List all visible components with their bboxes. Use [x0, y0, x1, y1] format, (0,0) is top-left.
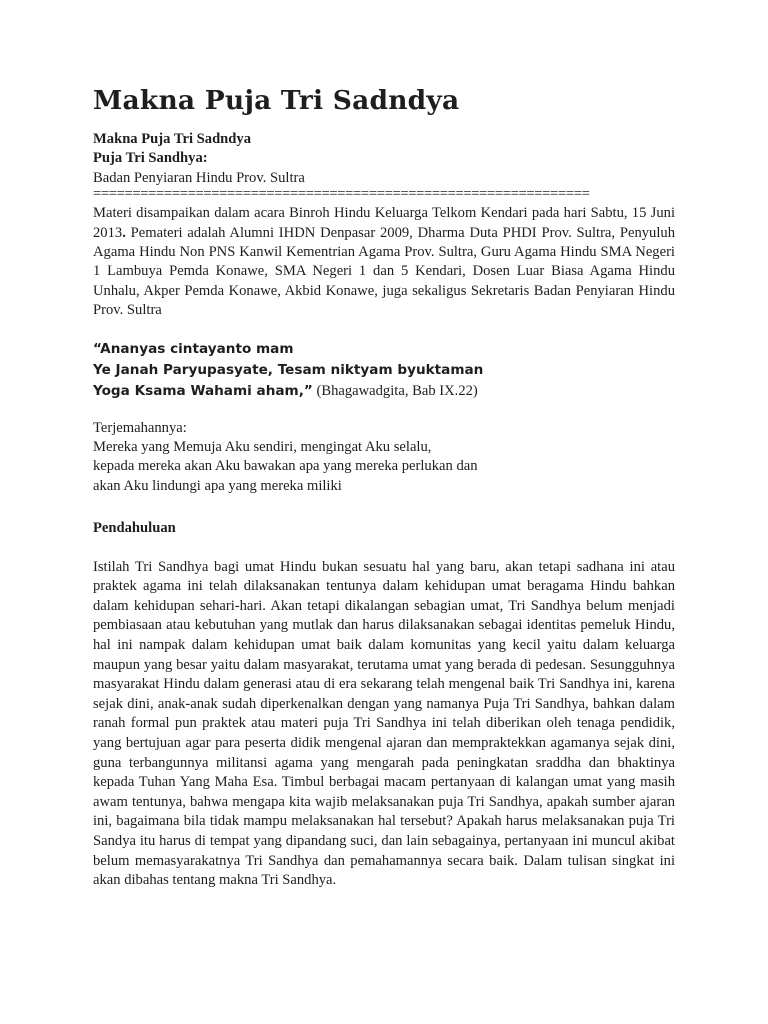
- verse-line-3-text: Yoga Ksama Wahami aham,”: [93, 382, 313, 399]
- verse-block: [93, 339, 675, 402]
- subtitle: Makna Puja Tri Sadndya: [93, 131, 252, 147]
- separator-line: ===============================================================: [93, 188, 590, 203]
- puja-label: Puja Tri Sandhya:: [93, 150, 208, 167]
- translation-heading: Terjemahannya:: [93, 419, 187, 436]
- document-page: [93, 84, 675, 905]
- section-heading: Pendahuluan: [93, 520, 176, 537]
- publisher: Badan Penyiaran Hindu Prov. Sultra: [93, 169, 305, 186]
- verse-line-1: “Ananyas cintayanto mam: [93, 340, 294, 357]
- intro-text-2: Pemateri adalah Alumni IHDN Denpasar 2009, Dharma Duta PHDI Prov. Sultra, Penyuluh Agama Hindu Non PNS Kanwil Kementrian Agama Prov. Sultra, Guru Agama Hindu SMA Negeri 1 Lambuya Pemda Konawe, SMA Negeri 1 dan 5 Kendari, Dosen Luar Biasa Agama Hindu Unhalu, Akper Pemda Konawe, Akbid Konawe, juga sekaligus Sekretaris Badan Penyiaran Hindu Prov. Sultra: [93, 224, 675, 319]
- verse-line-2: Ye Janah Paryupasyate, Tesam niktyam byuktaman: [93, 361, 484, 378]
- verse-line-3: [93, 381, 675, 402]
- verse-source: (Bhagawadgita, Bab IX.22): [312, 382, 478, 399]
- document-title: Makna Puja Tri Sadndya: [93, 85, 460, 116]
- translation-block: [93, 419, 675, 497]
- translation-line: kepada mereka akan Aku bawakan apa yang mereka perlukan dan: [93, 458, 478, 475]
- translation-line: akan Aku lindungi apa yang mereka miliki: [93, 477, 342, 494]
- intro-text-1: Materi disampaikan dalam acara Binroh Hindu Keluarga Telkom Kendari pada hari Sabtu, 15 Juni 2013: [93, 205, 675, 241]
- intro-paragraph: [93, 204, 675, 320]
- body-paragraph: Istilah Tri Sandhya bagi umat Hindu bukan sesuatu hal yang baru, akan tetapi sadhana ini atau praktek agama ini telah dilaksanakan tentunya dalam kehidupan umat beragama Hindu bahkan dalam kehidupan sehari-hari. Akan tetapi dikalangan sebagian umat, Tri Sandhya belum menjadi pembiasaan atau kebutuhan yang mutlak dan harus dilaksanakan sebagai identitas pemeluk Hindu, hal ini nampak dalam kehidupan umat baik dalam komunitas yang kecil yaitu dalam keluarga maupun yang besar yaitu dalam masyarakat, terutama umat yang berada di pedesan. Sesungguhnya masyarakat Hindu dalam generasi atau di era sekarang telah mengenal baik Tri Sandhya ini, karena sejak dini, anak-anak sudah diperkenalkan dengan yang namanya Puja Tri Sandhya, bahkan dalam ranah formal pun praktek atau materi puja Tri Sandhya ini telah diberikan oleh tenaga pendidik, yang bertujuan agar para peserta didik mengenal ajaran dan mempraktekkan agamanya sejak dini, guna terbangunnya militansi agama yang mengarah pada peningkatan sraddha dan bhaktinya kepada Tuhan Yang Maha Esa. Timbul berbagai macam pertanyaan di kalangan umat yang masih awam tentunya, bahwa mengapa kita wajib melaksanakan puja Tri Sandhya, apakah sumber ajaran ini, bagaimana bila tidak mampu melaksanakan hal tersebut? Apakah harus melaksanakan puja Tri Sandya itu harus di tempat yang dipandang suci, dan lain sebagainya, pertanyaan ini muncul akibat belum memasyarakatnya Tri Sandhya dan pemahamannya secara baik. Dalam tulisan singkat ini akan dibahas tentang makna Tri Sandhya.: [93, 558, 675, 889]
- intro-dot: .: [122, 224, 126, 241]
- translation-line: Mereka yang Memuja Aku sendiri, mengingat Aku selalu,: [93, 439, 432, 456]
